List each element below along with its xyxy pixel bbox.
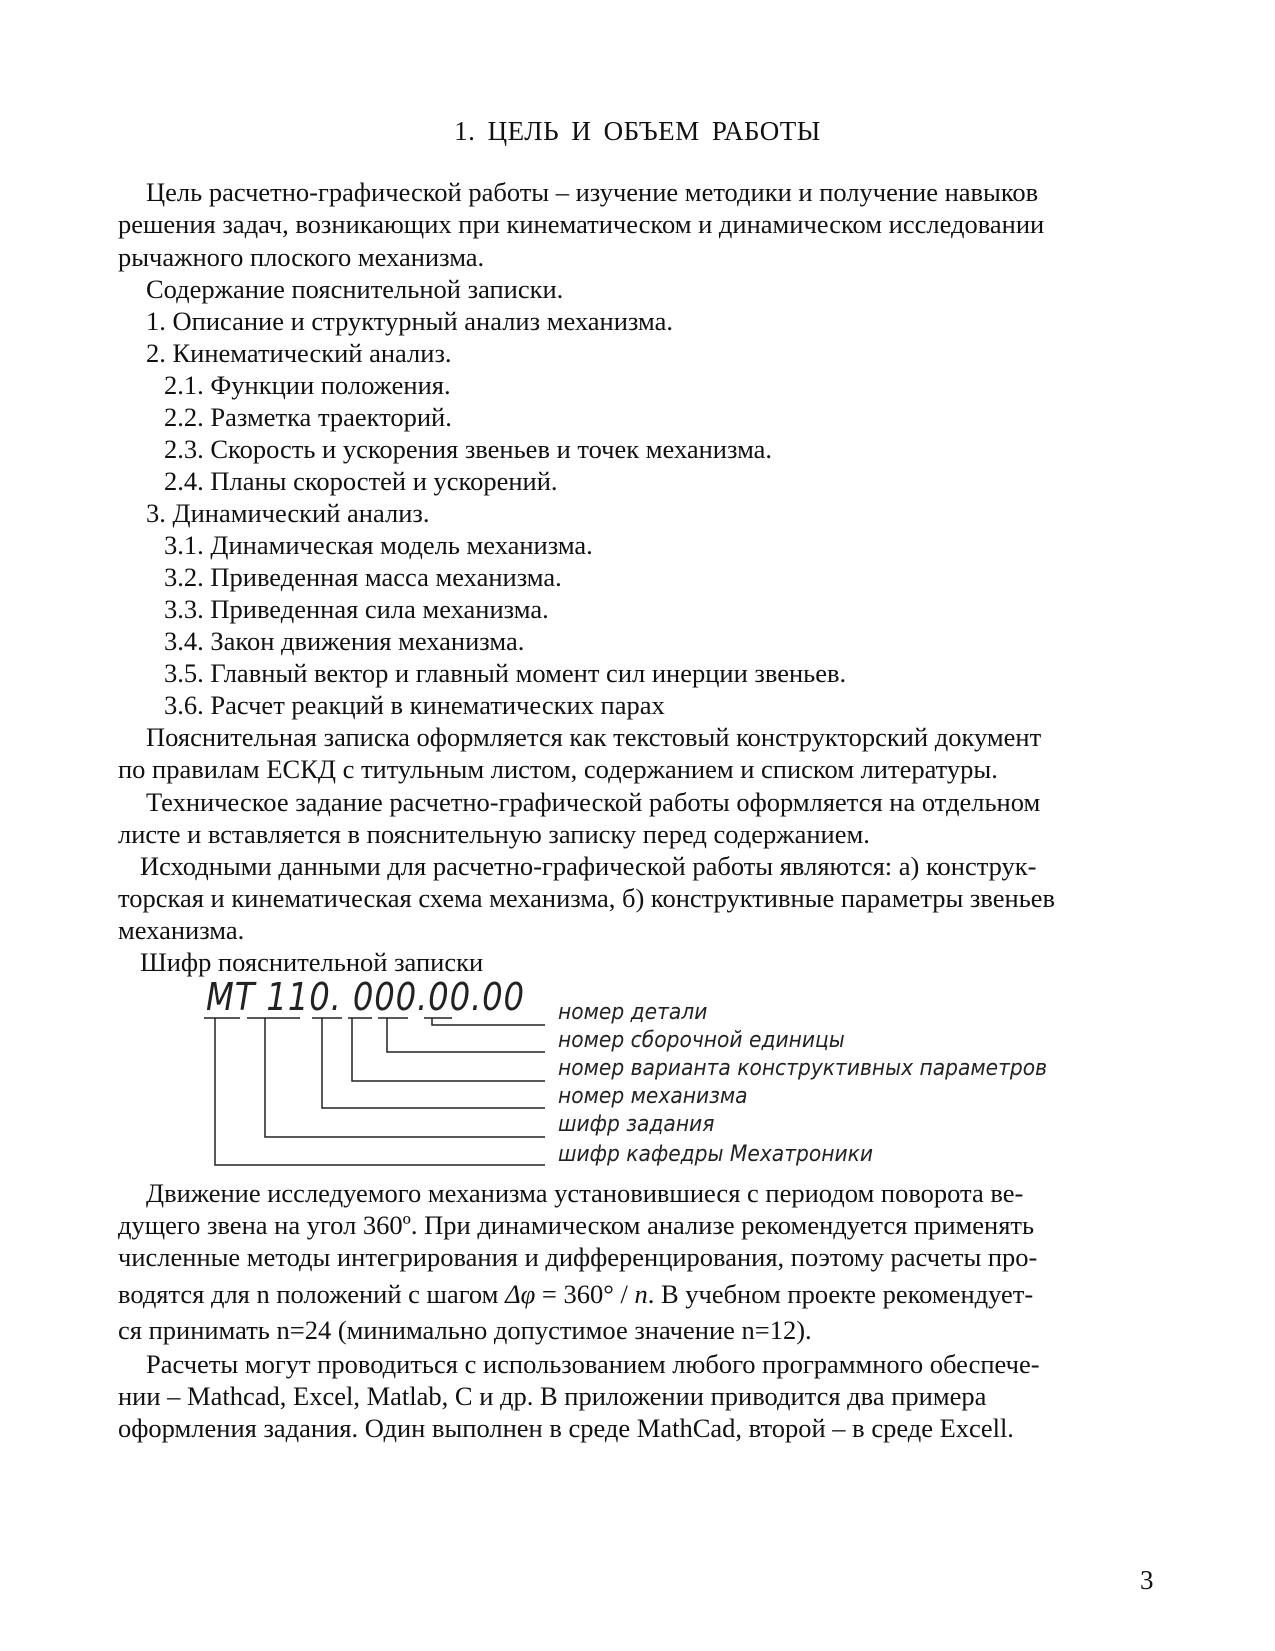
motion-line-4 xyxy=(118,1278,1033,1310)
note-line-1: Пояснительная записка оформляется как текстовый конструкторский документ xyxy=(146,722,1042,752)
software-line-2: нии – Mathcad, Excel, Matlab, C и др. В приложении приводится два примера xyxy=(118,1381,987,1411)
step-formula xyxy=(505,1279,648,1309)
leader-assembly-number xyxy=(387,1018,545,1052)
motion-line-5: ся принимать n=24 (минимально допустимое значение n=12). xyxy=(118,1315,812,1345)
formula-delta-phi: Δφ xyxy=(505,1279,536,1309)
input-line-3: механизма. xyxy=(118,915,245,945)
goal-line-1: Цель расчетно-графической работы – изучение методики и получение навыков xyxy=(146,177,1039,207)
cipher-label-variant: номер варианта конструктивных параметров xyxy=(558,1056,1048,1081)
software-line-1: Расчеты могут проводиться с использованием любого программного обеспече- xyxy=(146,1349,1040,1379)
contents-item-3-5: 3.5. Главный вектор и главный момент сил инерции звеньев. xyxy=(164,658,847,688)
goal-line-3: рычажного плоского механизма. xyxy=(118,242,485,272)
leader-mechanism-number xyxy=(322,1018,545,1108)
cipher-label-assembly: номер сборочной единицы xyxy=(558,1028,845,1053)
contents-item-3-1: 3.1. Динамическая модель механизма. xyxy=(164,530,593,560)
motion-line-3: численные методы интегрирования и дифференцирования, поэтому расчеты про- xyxy=(118,1242,1038,1272)
input-line-2: торская и кинематическая схема механизма, б) конструктивные параметры звеньев xyxy=(118,883,1056,913)
leader-task-code xyxy=(265,1018,545,1137)
cipher-code: МТ 110. 000.00.00 xyxy=(206,975,525,1019)
task-line-2: листе и вставляется в пояснительную записку перед содержанием. xyxy=(118,819,870,849)
cipher-label-mechanism: номер механизма xyxy=(558,1084,748,1109)
formula-n: n xyxy=(634,1279,648,1309)
contents-item-3-6: 3.6. Расчет реакций в кинематических парах xyxy=(164,690,665,720)
motion-line-4-start: водятся для n положений с шагом xyxy=(118,1279,506,1309)
contents-item-3-3: 3.3. Приведенная сила механизма. xyxy=(164,594,549,624)
cipher-heading: Шифр пояснительной записки xyxy=(140,947,484,977)
cipher-label-part: номер детали xyxy=(558,1000,708,1025)
task-line-1: Техническое задание расчетно-графической работы оформляется на отдельном xyxy=(146,787,1041,817)
contents-item-3-2: 3.2. Приведенная масса механизма. xyxy=(164,562,562,592)
motion-line-1: Движение исследуемого механизма установившиеся с периодом поворота ве- xyxy=(146,1178,1024,1208)
motion-line-4-end: . В учебном проекте рекомендует- xyxy=(647,1279,1034,1309)
contents-heading: Содержание пояснительной записки. xyxy=(146,274,564,304)
software-line-3: оформления задания. Один выполнен в среде MathCad, второй – в среде Excell. xyxy=(118,1413,1014,1443)
contents-item-2-4: 2.4. Планы скоростей и ускорений. xyxy=(164,466,558,496)
formula-equals: = 360° / xyxy=(535,1279,635,1309)
cipher-label-department: шифр кафедры Мехатроники xyxy=(558,1142,873,1167)
contents-item-3-4: 3.4. Закон движения механизма. xyxy=(164,626,525,656)
input-line-1: Исходными данными для расчетно-графической работы являются: а) конструк- xyxy=(140,851,1037,881)
page-number: 3 xyxy=(1140,1565,1154,1595)
leader-part-number xyxy=(432,1018,545,1025)
contents-item-2: 2. Кинематический анализ. xyxy=(146,338,452,368)
cipher-label-task: шифр задания xyxy=(558,1112,715,1137)
contents-item-3: 3. Динамический анализ. xyxy=(146,498,430,528)
goal-line-2: решения задач, возникающих при кинематическом и динамическом исследовании xyxy=(118,209,1045,239)
contents-item-2-2: 2.2. Разметка траекторий. xyxy=(164,402,452,432)
leader-variant-number xyxy=(352,1018,545,1081)
section-title: 1. ЦЕЛЬ И ОБЪЕМ РАБОТЫ xyxy=(454,116,821,146)
contents-item-1: 1. Описание и структурный анализ механизма. xyxy=(146,306,673,336)
motion-line-2: дущего звена на угол 360º. При динамическом анализе рекомендуется применять xyxy=(118,1210,1035,1240)
contents-item-2-3: 2.3. Скорость и ускорения звеньев и точек механизма. xyxy=(164,434,773,464)
note-line-2: по правилам ЕСКД с титульным листом, содержанием и списком литературы. xyxy=(118,754,998,784)
contents-item-2-1: 2.1. Функции положения. xyxy=(164,370,451,400)
